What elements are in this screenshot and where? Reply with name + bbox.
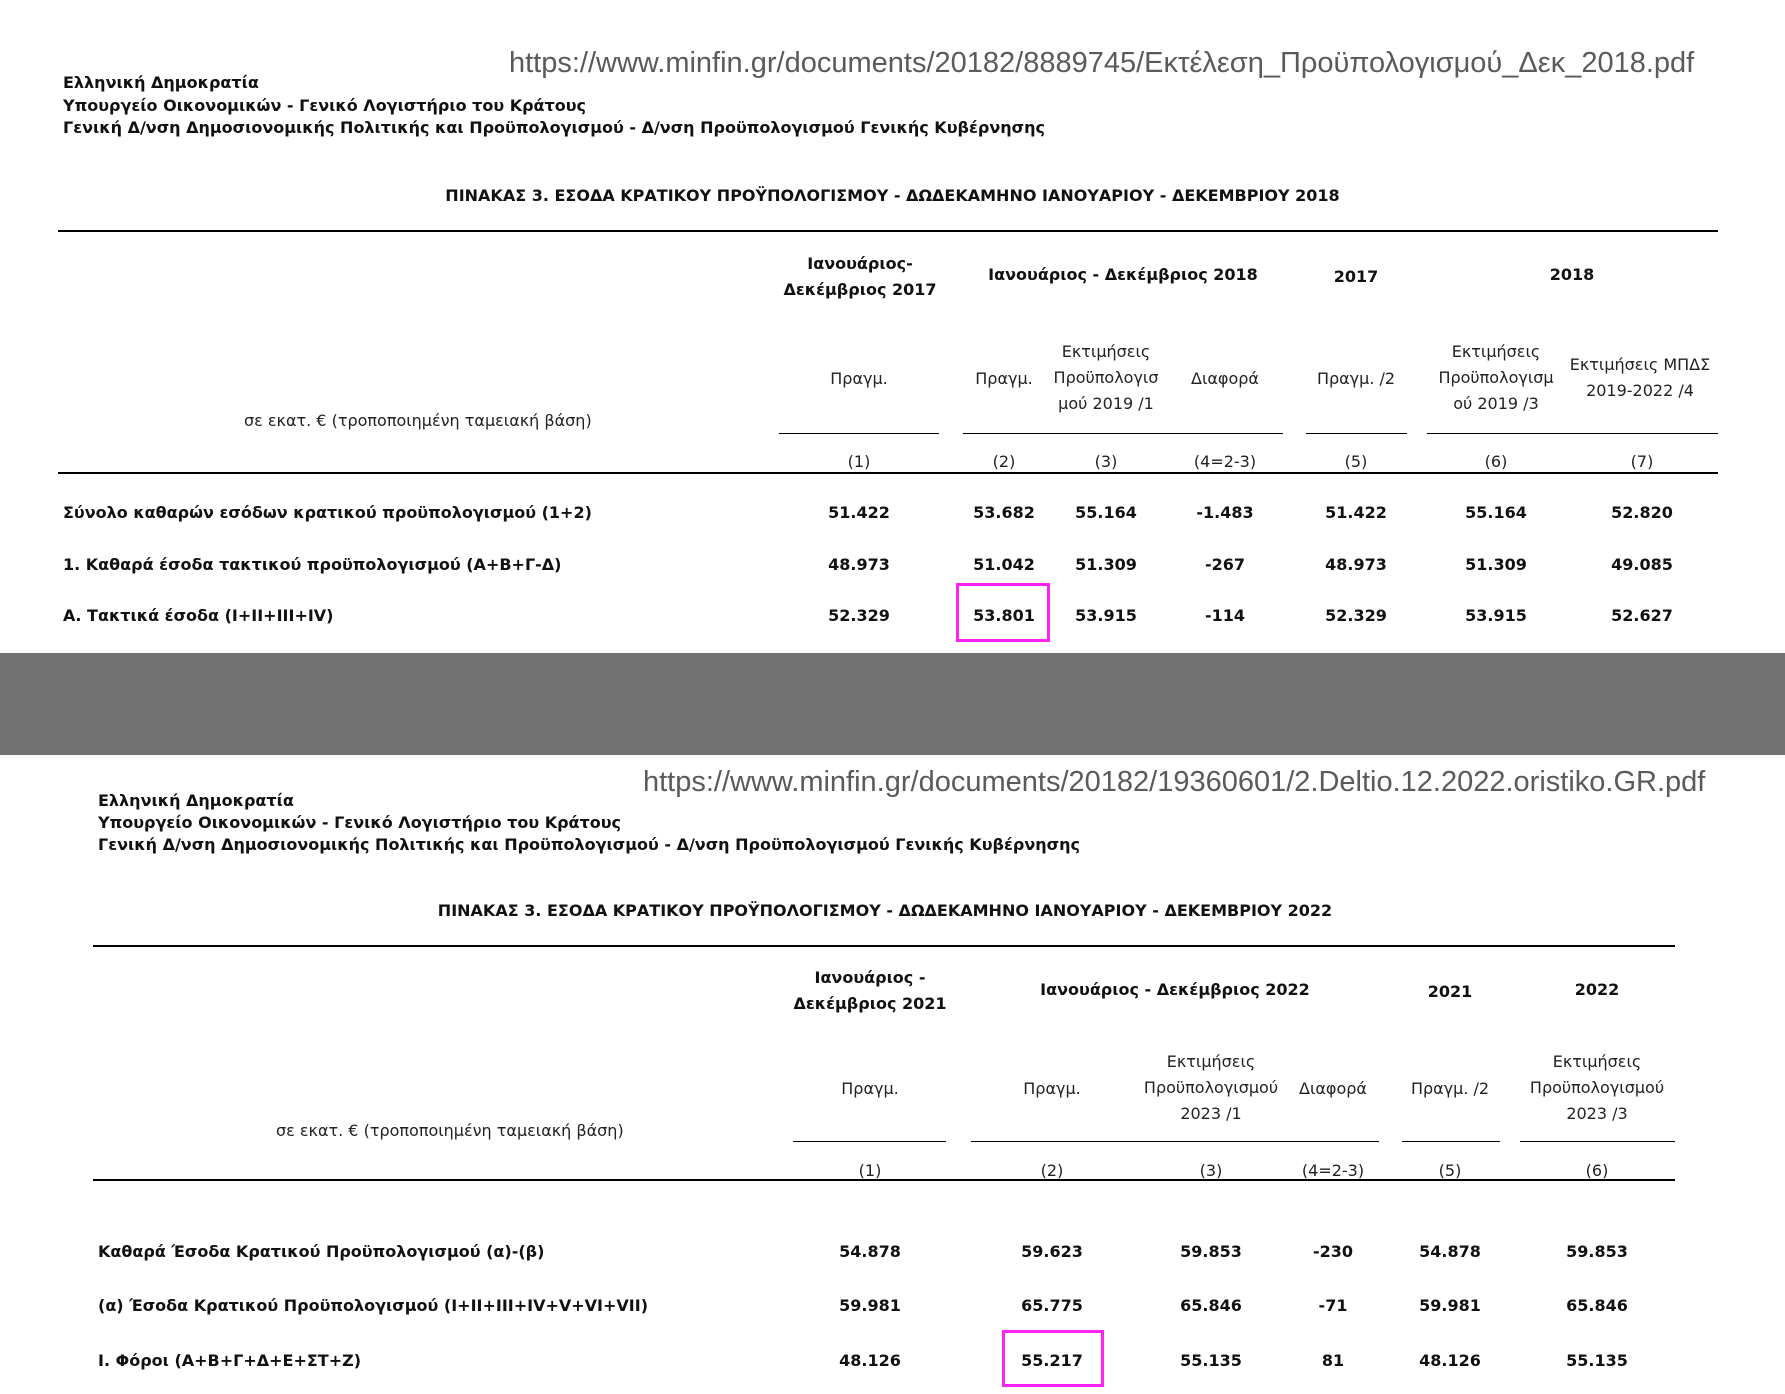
cell-value: 51.422: [1325, 503, 1387, 522]
highlighted-cell-value: 55.217: [1021, 1351, 1083, 1370]
col-number: (5): [1438, 1161, 1462, 1180]
subheader-col-2: Πραγμ.: [1023, 1079, 1081, 1098]
group-header-2: Ιανουάριος - Δεκέμβριος 2018: [988, 265, 1258, 284]
col-number: (6): [1484, 452, 1508, 471]
cell-value: -267: [1204, 555, 1246, 574]
source-url[interactable]: https://www.minfin.gr/documents/20182/8889745/Εκτέλεση_Προϋπολογισμού_Δεκ_2018.pdf: [509, 47, 1695, 79]
col-number: (4=2-3): [1301, 1161, 1365, 1180]
cell-value: 55.135: [1180, 1351, 1242, 1370]
cell-value: 55.164: [1075, 503, 1137, 522]
subheader-col-3: Εκτιμήσεις Προϋπολογισμού 2023 /1: [1143, 1052, 1279, 1123]
col-number: (6): [1585, 1161, 1609, 1180]
cell-value: 48.126: [1419, 1351, 1481, 1370]
cell-value: 51.309: [1075, 555, 1137, 574]
row-label: Καθαρά Έσοδα Κρατικού Προϋπολογισμού (α)-(β): [98, 1242, 545, 1261]
table-title: ΠΙΝΑΚΑΣ 3. ΕΣΟΔΑ ΚΡΑΤΙΚΟΥ ΠΡΟΫΠΟΛΟΓΙΣΜΟΥ - ΔΩΔΕΚΑΜΗΝΟ ΙΑΝΟΥΑΡΙΟΥ - ΔΕΚΕΜΒΡΙΟΥ 2018: [445, 186, 1340, 205]
cell-value: 48.126: [839, 1351, 901, 1370]
cell-value: 65.775: [1021, 1296, 1083, 1315]
cell-value: 54.878: [1419, 1242, 1481, 1261]
col-number: (5): [1344, 452, 1368, 471]
cell-value: 65.846: [1566, 1296, 1628, 1315]
subheader-col-5: Πραγμ. /2: [1410, 1079, 1490, 1098]
header-line-3: Γενική Δ/νση Δημοσιονομικής Πολιτικής και Προϋπολογισμού - Δ/νση Προϋπολογισμού Γενικής Κυβέρνησης: [63, 118, 1045, 137]
group-header-4: 2022: [1574, 980, 1620, 999]
header-rule: [1306, 433, 1407, 434]
cell-value: 59.853: [1566, 1242, 1628, 1261]
header-rule: [971, 1141, 1379, 1142]
group-header-2: Ιανουάριος - Δεκέμβριος 2022: [1040, 980, 1310, 999]
header-bottom-rule: [93, 1179, 1675, 1181]
subheader-col-7: Εκτιμήσεις ΜΠΔΣ 2019-2022 /4: [1569, 355, 1711, 400]
group-header-3: 2021: [1427, 982, 1473, 1001]
group-header-1: Ιανουάριος - Δεκέμβριος 2021: [793, 968, 947, 1013]
group-header-3: 2017: [1333, 267, 1379, 286]
header-rule: [1402, 1141, 1500, 1142]
header-line-2: Υπουργείο Οικονομικών - Γενικό Λογιστήριο του Κράτους: [98, 813, 622, 832]
cell-value: 52.329: [828, 606, 890, 625]
col-number: (4=2-3): [1193, 452, 1257, 471]
col-number: (3): [1094, 452, 1118, 471]
cell-value: 52.820: [1611, 503, 1673, 522]
header-rule: [963, 433, 1283, 434]
header-bottom-rule: [58, 472, 1718, 474]
table-top-rule: [93, 945, 1675, 947]
table-title: ΠΙΝΑΚΑΣ 3. ΕΣΟΔΑ ΚΡΑΤΙΚΟΥ ΠΡΟΫΠΟΛΟΓΙΣΜΟΥ - ΔΩΔΕΚΑΜΗΝΟ ΙΑΝΟΥΑΡΙΟΥ - ΔΕΚΕΜΒΡΙΟΥ 2022: [437, 901, 1333, 920]
cell-value: 51.309: [1465, 555, 1527, 574]
subheader-col-3: Εκτιμήσεις Προϋπολογισ μού 2019 /1: [1053, 342, 1159, 413]
header-line-2: Υπουργείο Οικονομικών - Γενικό Λογιστήριο του Κράτους: [63, 96, 587, 115]
col-number: (3): [1199, 1161, 1223, 1180]
subheader-col-2: Πραγμ.: [975, 369, 1033, 388]
document-2022-table: [0, 755, 1785, 1394]
row-label: Σύνολο καθαρών εσόδων κρατικού προϋπολογισμού (1+2): [63, 503, 592, 522]
header-rule: [1427, 433, 1718, 434]
cell-value: 59.981: [1419, 1296, 1481, 1315]
col-number: (1): [847, 452, 871, 471]
group-header-1: Ιανουάριος- Δεκέμβριος 2017: [783, 254, 937, 299]
section-divider: [0, 653, 1785, 755]
subheader-col-1: Πραγμ.: [841, 1079, 899, 1098]
unit-label: σε εκατ. € (τροποποιημένη ταμειακή βάση): [244, 411, 592, 430]
subheader-col-6: Εκτιμήσεις Προϋπολογισμ ού 2019 /3: [1438, 342, 1554, 413]
subheader-col-4: Διαφορά: [1299, 1079, 1367, 1098]
cell-value: 59.981: [839, 1296, 901, 1315]
source-url[interactable]: https://www.minfin.gr/documents/20182/19360601/2.Deltio.12.2022.oristiko.GR.pdf: [643, 766, 1706, 798]
subheader-col-1: Πραγμ.: [830, 369, 888, 388]
col-number: (2): [1040, 1161, 1064, 1180]
cell-value: 49.085: [1611, 555, 1673, 574]
cell-value: 51.042: [973, 555, 1035, 574]
col-number: (2): [992, 452, 1016, 471]
row-label: Α. Τακτικά έσοδα (I+II+III+IV): [63, 606, 334, 625]
row-label: (α) Έσοδα Κρατικού Προϋπολογισμού (I+II+III+IV+V+VI+VII): [98, 1296, 649, 1315]
subheader-col-5: Πραγμ. /2: [1316, 369, 1396, 388]
cell-value: 59.623: [1021, 1242, 1083, 1261]
subheader-col-6: Εκτιμήσεις Προϋπολογισμού 2023 /3: [1529, 1052, 1665, 1123]
unit-label: σε εκατ. € (τροποποιημένη ταμειακή βάση): [276, 1121, 624, 1140]
cell-value: 52.329: [1325, 606, 1387, 625]
highlighted-cell-value: 53.801: [973, 606, 1035, 625]
cell-value: 48.973: [828, 555, 890, 574]
cell-value: 81: [1321, 1351, 1345, 1370]
cell-value: -1.483: [1196, 503, 1254, 522]
header-line-3: Γενική Δ/νση Δημοσιονομικής Πολιτικής και Προϋπολογισμού - Δ/νση Προϋπολογισμού Γενικής Κυβέρνησης: [98, 835, 1080, 854]
document-2018-table: [0, 0, 1785, 653]
cell-value: 65.846: [1180, 1296, 1242, 1315]
table-top-rule: [58, 230, 1718, 232]
header-rule: [779, 433, 939, 434]
row-label: 1. Καθαρά έσοδα τακτικού πρoϋπολογισμού (Α+Β+Γ-Δ): [63, 555, 562, 574]
row-label: I. Φόροι (Α+Β+Γ+Δ+Ε+ΣΤ+Ζ): [98, 1351, 362, 1370]
header-rule: [1520, 1141, 1675, 1142]
cell-value: 48.973: [1325, 555, 1387, 574]
group-header-4: 2018: [1549, 265, 1595, 284]
subheader-col-4: Διαφορά: [1191, 369, 1259, 388]
cell-value: 53.682: [973, 503, 1035, 522]
col-number: (7): [1630, 452, 1654, 471]
cell-value: 59.853: [1180, 1242, 1242, 1261]
cell-value: 53.915: [1465, 606, 1527, 625]
cell-value: 54.878: [839, 1242, 901, 1261]
cell-value: 55.135: [1566, 1351, 1628, 1370]
cell-value: 52.627: [1611, 606, 1673, 625]
cell-value: 55.164: [1465, 503, 1527, 522]
header-line-1: Ελληνική Δημοκρατία: [63, 73, 259, 92]
cell-value: 51.422: [828, 503, 890, 522]
col-number: (1): [858, 1161, 882, 1180]
header-rule: [793, 1141, 946, 1142]
cell-value: -230: [1312, 1242, 1354, 1261]
cell-value: -71: [1318, 1296, 1348, 1315]
cell-value: -114: [1204, 606, 1246, 625]
header-line-1: Ελληνική Δημοκρατία: [98, 791, 294, 810]
cell-value: 53.915: [1075, 606, 1137, 625]
